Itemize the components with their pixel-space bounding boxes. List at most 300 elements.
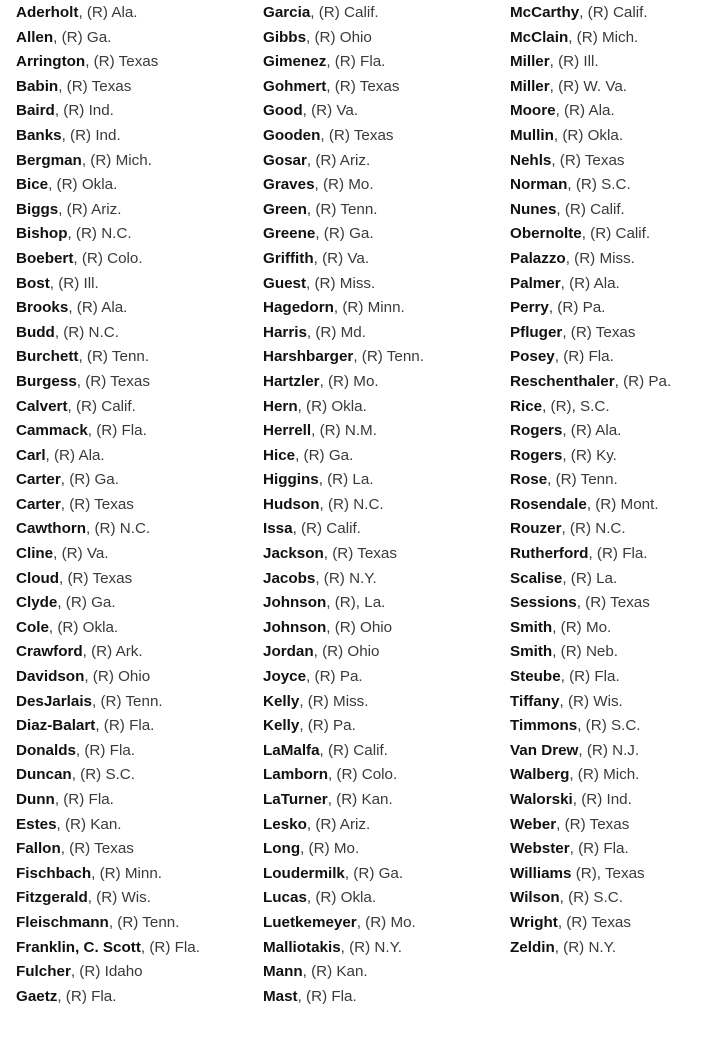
member-party-state: , (R) N.C. (54, 323, 119, 341)
member-party-state: , (R) La. (562, 569, 618, 587)
member-party-state: , (R) Calif. (310, 4, 379, 21)
member-name: Burchett (16, 348, 79, 366)
member-name: Davidson (16, 668, 85, 686)
member-party-state: , (R) Md. (306, 323, 366, 341)
member-name: Banks (16, 126, 62, 144)
member-entry (263, 763, 503, 788)
member-party-state: , (R) Fla. (87, 422, 147, 440)
member-entry (16, 26, 256, 51)
member-entry (263, 247, 503, 272)
member-name: Gohmert (263, 77, 327, 95)
member-name: Pfluger (510, 323, 563, 341)
member-name: Harshbarger (263, 348, 354, 366)
member-entry (16, 517, 256, 542)
member-party-state: , (R) Ariz. (306, 815, 371, 833)
member-party-state: , (R) Mo. (300, 840, 360, 858)
member-entry (263, 149, 503, 174)
member-party-state: , (R) Ind. (54, 102, 114, 120)
member-party-state: , (R) S.C. (559, 889, 623, 907)
member-entry (16, 542, 256, 567)
member-party-state: , (R) Okla. (48, 176, 118, 194)
member-party-state: , (R) Pa. (548, 299, 606, 317)
member-entry (263, 640, 503, 665)
member-party-state: , (R) Ohio (84, 668, 151, 686)
member-name: Smith (510, 643, 553, 661)
member-party-state: , (R) Ala. (45, 446, 105, 464)
member-name: Carter (16, 471, 61, 489)
member-name: Carter (16, 495, 61, 513)
member-entry (510, 640, 704, 665)
member-entry (16, 173, 256, 198)
member-name: Moore (510, 102, 556, 120)
member-party-state: , (R) Texas (557, 913, 631, 931)
member-party-state: , (R) N.Y. (340, 938, 402, 956)
member-name: Fulcher (16, 963, 71, 981)
member-name: Tiffany (510, 692, 560, 710)
member-name: Miller (510, 77, 550, 95)
member-party-state: , (R) Tenn. (92, 692, 163, 710)
member-entry (16, 640, 256, 665)
member-name: Zeldin (510, 938, 555, 956)
member-party-state: , (R) W. Va. (549, 77, 628, 95)
member-name: Gosar (263, 151, 307, 169)
member-entry (263, 517, 503, 542)
member-party-state: , (R) Ala. (562, 422, 622, 440)
member-name: Sessions (510, 594, 577, 612)
member-name: Green (263, 200, 307, 218)
member-name: Hagedorn (263, 299, 334, 317)
member-party-state: , (R) Okla. (553, 126, 624, 144)
member-entry (510, 321, 704, 346)
member-entry (510, 99, 704, 124)
member-entry (16, 247, 256, 272)
member-name: Mann (263, 963, 303, 981)
member-name: Rose (510, 471, 548, 489)
member-party-state: , (R) Neb. (552, 643, 619, 661)
member-entry (263, 567, 503, 592)
member-entry (16, 567, 256, 592)
member-name: Carl (16, 446, 46, 464)
member-party-state: , (R) S.C. (71, 766, 135, 784)
member-name: Hern (263, 397, 298, 415)
member-entry (263, 911, 503, 936)
member-party-state: , (R) Texas (60, 495, 134, 513)
member-name: Palazzo (510, 249, 566, 267)
member-party-state: , (R) Ga. (315, 225, 374, 243)
member-name: Malliotakis (263, 938, 341, 956)
member-party-state: , (R) Mont. (586, 495, 659, 513)
member-party-state: , (R) N.J. (578, 741, 640, 759)
member-name: Mullin (510, 126, 554, 144)
member-entry (263, 272, 503, 297)
member-party-state: , (R) Texas (551, 151, 625, 169)
member-name: Burgess (16, 372, 77, 390)
member-party-state: , (R) Pa. (614, 372, 672, 390)
member-name: Hice (263, 446, 296, 464)
member-entry (263, 1, 503, 26)
member-party-state: , (R) Tenn. (108, 913, 180, 931)
member-party-state: , (R) Va. (53, 545, 109, 563)
member-name: DesJarlais (16, 692, 92, 710)
member-name: Joyce (263, 668, 307, 686)
member-name: Harris (263, 323, 307, 341)
member-name: Calvert (16, 397, 68, 415)
member-name: Brooks (16, 299, 69, 317)
member-party-state: , (R) Miss. (565, 249, 635, 267)
member-party-state: , (R) Texas (326, 77, 400, 95)
member-party-state: , (R) Wis. (87, 889, 151, 907)
member-entry (16, 345, 256, 370)
member-name: Smith (510, 618, 553, 636)
member-name: Cole (16, 618, 49, 636)
member-party-state: , (R) Fla. (326, 53, 386, 71)
member-entry (263, 296, 503, 321)
member-party-state: , (R) Ind. (61, 126, 121, 144)
member-entry (16, 370, 256, 395)
member-entry (16, 960, 256, 985)
member-entry (16, 124, 256, 149)
member-name: Lesko (263, 815, 307, 833)
member-party-state: , (R) Mich. (569, 766, 640, 784)
member-name: Rutherford (510, 545, 589, 563)
member-party-state: , (R) Texas (60, 840, 134, 858)
member-entry (510, 517, 704, 542)
member-entry (263, 75, 503, 100)
member-name: Fitzgerald (16, 889, 88, 907)
member-party-state: , (R) Ariz. (306, 151, 371, 169)
member-entry (263, 468, 503, 493)
member-party-state: , (R) Idaho (70, 963, 143, 981)
member-name: Long (263, 840, 301, 858)
member-party-state: , (R) Mo. (314, 176, 374, 194)
member-entry (263, 960, 503, 985)
member-name: Fleischmann (16, 913, 109, 931)
member-entry (510, 739, 704, 764)
member-entry (510, 862, 704, 887)
member-party-state: , (R), S.C. (542, 397, 610, 415)
member-party-state: , (R) S.C. (577, 717, 641, 735)
member-name: Dunn (16, 791, 55, 808)
member-party-state: , (R) Texas (76, 372, 150, 390)
member-name: Aderholt (16, 4, 79, 21)
member-name: Reschenthaler (510, 372, 615, 390)
member-name: Gimenez (263, 53, 327, 71)
member-party-state: , (R) Calif. (319, 741, 388, 759)
member-entry (510, 395, 704, 420)
member-entry (16, 321, 256, 346)
member-name: Issa (263, 520, 293, 538)
member-column-2 (263, 1, 503, 1009)
member-name: Greene (263, 225, 316, 243)
member-entry (263, 444, 503, 469)
member-name: Cline (16, 545, 54, 563)
member-entry (16, 198, 256, 223)
member-entry (16, 222, 256, 247)
member-entry (510, 345, 704, 370)
member-entry (510, 788, 704, 813)
member-entry (510, 813, 704, 838)
member-name: Lamborn (263, 766, 328, 784)
member-name: LaTurner (263, 791, 328, 808)
member-entry (263, 222, 503, 247)
member-name: Kelly (263, 717, 300, 735)
member-entry (16, 911, 256, 936)
member-name: Kelly (263, 692, 300, 710)
member-entry (510, 936, 704, 961)
member-name: Luetkemeyer (263, 913, 357, 931)
member-party-state: , (R) Mich. (81, 151, 152, 169)
member-party-state: , (R) Kan. (302, 963, 368, 981)
member-entry (510, 75, 704, 100)
member-party-state: , (R) Texas (85, 53, 159, 71)
member-entry (510, 714, 704, 739)
member-party-state: , (R) Ariz. (58, 200, 122, 218)
member-name: Crawford (16, 643, 83, 661)
member-party-state: , (R) Mich. (568, 28, 639, 46)
member-name: Higgins (263, 471, 319, 489)
member-entry (16, 99, 256, 124)
member-name: Miller (510, 53, 550, 71)
member-entry (510, 173, 704, 198)
member-entry (263, 862, 503, 887)
member-entry (16, 75, 256, 100)
member-name: Webster (510, 840, 570, 858)
member-entry (510, 149, 704, 174)
member-party-state: , (R) Mo. (356, 913, 416, 931)
member-party-state: , (R) Fla. (560, 668, 620, 686)
member-name: Donalds (16, 741, 76, 759)
member-party-state: , (R) Ala. (560, 274, 620, 292)
member-entry (16, 1, 256, 26)
member-name: Johnson (263, 594, 327, 612)
member-party-state: , (R) Ind. (572, 791, 632, 808)
member-party-state: , (R) Ala. (78, 4, 138, 21)
member-party-state: , (R) Fla. (140, 938, 200, 956)
member-name: Gooden (263, 126, 321, 144)
member-party-state: , (R) Texas (556, 815, 630, 833)
member-party-state: , (R) Ohio (306, 28, 372, 46)
member-party-state: , (R) Fla. (297, 987, 357, 1005)
member-party-state: , (R) Ark. (82, 643, 143, 661)
member-name: Rosendale (510, 495, 587, 513)
member-entry (510, 665, 704, 690)
member-party-state: , (R) La. (318, 471, 374, 489)
member-entry (263, 99, 503, 124)
member-name: Williams (510, 864, 572, 882)
member-party-state: , (R) Colo. (73, 249, 143, 267)
member-entry (510, 493, 704, 518)
member-entry (16, 763, 256, 788)
member-entry (16, 50, 256, 75)
member-column-3 (510, 1, 704, 960)
member-entry (16, 665, 256, 690)
member-name: Hudson (263, 495, 320, 513)
member-party-state: , (R) Ga. (57, 594, 116, 612)
member-party-state: , (R) Wis. (559, 692, 623, 710)
member-party-state: , (R) Mo. (552, 618, 612, 636)
member-party-state: , (R) Mo. (319, 372, 379, 390)
member-entry (263, 788, 503, 813)
member-entry (263, 493, 503, 518)
member-name: Wilson (510, 889, 560, 907)
member-entry (510, 542, 704, 567)
member-name: Walorski (510, 791, 573, 808)
member-party-state: , (R) Calif. (67, 397, 136, 415)
member-name: Estes (16, 815, 57, 833)
member-entry (263, 124, 503, 149)
member-party-state: , (R) Tenn. (353, 348, 424, 366)
member-entry (16, 936, 256, 961)
member-name: Graves (263, 176, 315, 194)
member-party-state: , (R) N.Y. (554, 938, 617, 956)
member-entry (263, 395, 503, 420)
member-entry (16, 788, 256, 813)
member-name: Obernolte (510, 225, 582, 243)
member-entry (16, 616, 256, 641)
member-entry (16, 739, 256, 764)
member-party-state: , (R) Texas (320, 126, 394, 144)
member-entry (510, 690, 704, 715)
member-entry (263, 985, 503, 1010)
member-name: Diaz-Balart (16, 717, 96, 735)
member-party-state: , (R) N.C. (67, 225, 132, 243)
member-name: Griffith (263, 249, 314, 267)
member-entry (16, 690, 256, 715)
member-name: Allen (16, 28, 54, 46)
member-name: Rouzer (510, 520, 562, 538)
member-party-state: , (R) Miss. (306, 274, 376, 292)
member-party-state: , (R) Fla. (57, 987, 117, 1005)
member-party-state: , (R) Colo. (327, 766, 398, 784)
member-party-state: , (R) Kan. (327, 791, 393, 808)
member-party-state: , (R) Texas (59, 569, 133, 587)
member-party-state: , (R) Ill. (549, 53, 599, 71)
member-entry (510, 567, 704, 592)
member-party-state: , (R) Okla. (297, 397, 367, 415)
member-party-state: , (R) Ky. (562, 446, 617, 464)
member-entry (16, 272, 256, 297)
member-party-state: , (R) Fla. (95, 717, 155, 735)
member-party-state: , (R) Ga. (53, 28, 112, 46)
member-party-state: , (R) Minn. (91, 864, 163, 882)
member-party-state: , (R) Okla. (48, 618, 119, 636)
member-name: Steube (510, 668, 561, 686)
member-name: Rogers (510, 446, 563, 464)
member-name: Duncan (16, 766, 72, 784)
member-entry (16, 444, 256, 469)
member-entry (263, 321, 503, 346)
member-name: Bost (16, 274, 50, 292)
member-entry (16, 296, 256, 321)
member-name: Budd (16, 323, 55, 341)
member-entry (16, 862, 256, 887)
member-entry (510, 763, 704, 788)
member-entry (16, 837, 256, 862)
member-entry (510, 124, 704, 149)
member-entry (510, 370, 704, 395)
member-party-state: , (R) S.C. (567, 176, 631, 194)
member-name: Johnson (263, 618, 327, 636)
member-entry (510, 616, 704, 641)
member-entry (16, 813, 256, 838)
member-name: Arrington (16, 53, 86, 71)
member-name: LaMalfa (263, 741, 320, 759)
member-entry (263, 591, 503, 616)
member-name: Boebert (16, 249, 74, 267)
member-party-state: , (R) Ga. (60, 471, 119, 489)
member-entry (510, 198, 704, 223)
member-party-state: , (R) Va. (302, 102, 359, 120)
member-name: Mast (263, 987, 298, 1005)
member-name: Loudermilk (263, 864, 345, 882)
member-entry (263, 26, 503, 51)
member-party-state: , (R) Texas (576, 594, 650, 612)
member-name: Fallon (16, 840, 61, 858)
member-name: Franklin, C. Scott (16, 938, 141, 956)
member-name: Cawthorn (16, 520, 87, 538)
member-name: Posey (510, 348, 555, 366)
member-party-state: , (R) Texas (323, 545, 397, 563)
member-entry (510, 911, 704, 936)
member-name: Guest (263, 274, 307, 292)
member-entry (263, 198, 503, 223)
member-entry (16, 468, 256, 493)
member-entry (263, 173, 503, 198)
member-entry (510, 419, 704, 444)
member-party-state: , (R) Tenn. (547, 471, 618, 489)
member-party-state: , (R) Va. (313, 249, 370, 267)
member-name: Van Drew (510, 741, 579, 759)
member-entry (16, 493, 256, 518)
member-party-state: , (R) Fla. (75, 741, 135, 759)
member-party-state: (R), Texas (571, 864, 645, 882)
member-name: Norman (510, 176, 568, 194)
member-name: Perry (510, 299, 549, 317)
member-entry (263, 419, 503, 444)
member-name: Cloud (16, 569, 60, 587)
member-entry (16, 419, 256, 444)
member-entry (16, 395, 256, 420)
member-name: Herrell (263, 422, 312, 440)
member-party-state: , (R) Calif. (292, 520, 361, 538)
member-name: Clyde (16, 594, 58, 612)
member-party-state: , (R) N.Y. (315, 569, 377, 587)
member-entry (510, 444, 704, 469)
member-party-state: , (R) N.M. (311, 422, 377, 440)
member-entry (263, 370, 503, 395)
member-party-state: , (R) Ga. (344, 864, 404, 882)
member-entry (263, 690, 503, 715)
member-entry (263, 813, 503, 838)
member-name: McCarthy (510, 4, 580, 21)
member-party-state: , (R) Fla. (588, 545, 648, 563)
member-entry (263, 936, 503, 961)
member-party-state: , (R) N.C. (86, 520, 151, 538)
member-party-state: , (R) Ga. (295, 446, 354, 464)
member-entry (263, 345, 503, 370)
member-name: Walberg (510, 766, 570, 784)
member-name: Gibbs (263, 28, 307, 46)
member-entry (16, 591, 256, 616)
member-party-state: , (R) Pa. (306, 668, 363, 686)
member-entry (510, 468, 704, 493)
member-entry (16, 886, 256, 911)
member-party-state: , (R) Miss. (299, 692, 369, 710)
member-entry (263, 837, 503, 862)
member-entry (16, 714, 256, 739)
member-name: Timmons (510, 717, 578, 735)
member-party-state: , (R) Ala. (555, 102, 615, 120)
